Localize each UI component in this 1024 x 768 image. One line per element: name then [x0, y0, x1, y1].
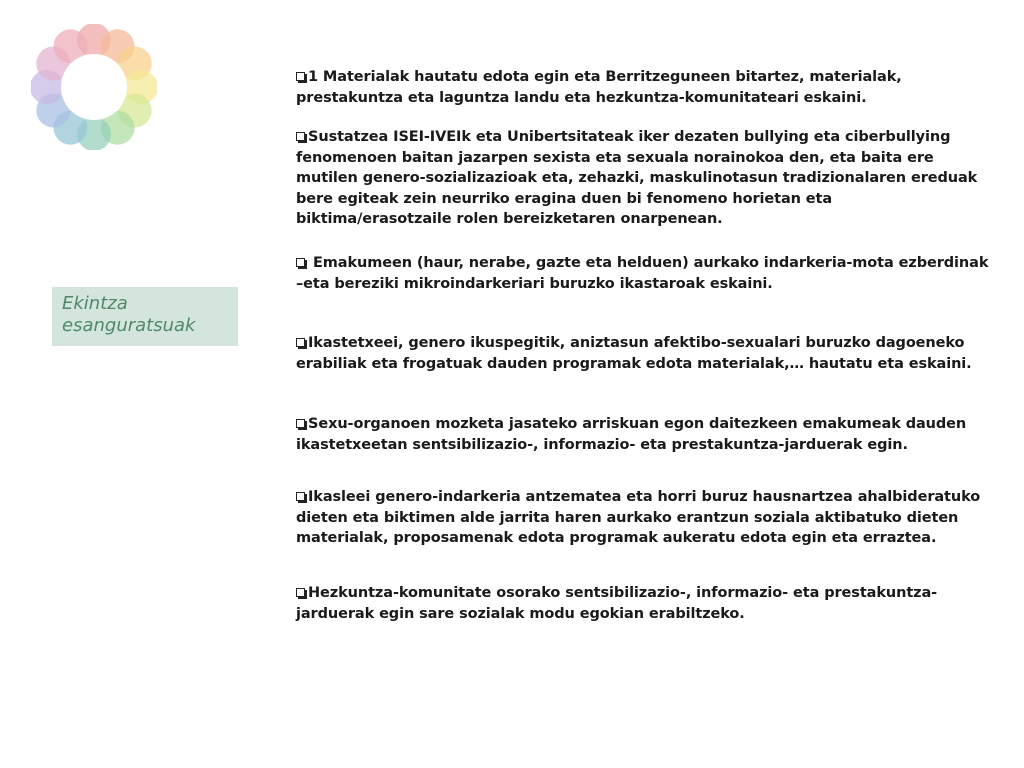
list-item — [296, 127, 991, 230]
checkbox-bullet-icon — [296, 588, 305, 597]
checkbox-bullet-icon — [296, 492, 305, 501]
list-item — [296, 253, 991, 294]
list-item-text: Ikasleei genero-indarkeria antzematea eta horri buruz hausnartzea ahalbideratuko dieten eta biktimen alde jarrita haren aurkako erantzun soziala aktibatuko dieten materialak, proposamenak edota programak aukeratu edota egin eta erraztea. — [296, 489, 981, 546]
list-item-text: Ikastetxeei, genero ikuspegitik, aniztasun afektibo-sexualari buruzko dagoeneko erabiliak eta frogatuak dauden programak edota materialak,… hautatu eta eskaini. — [296, 335, 972, 372]
list-item — [296, 487, 991, 549]
checkbox-bullet-icon — [296, 419, 305, 428]
checkbox-bullet-icon — [296, 72, 305, 81]
checkbox-bullet-icon — [296, 258, 305, 267]
list-item — [296, 583, 991, 624]
list-item-text: Sustatzea ISEI-IVEIk eta Unibertsitateak iker dezaten bullying eta ciberbullying fenomenoen baitan jazarpen sexista eta sexuala norainokoa den, eta baita ere mutilen genero-sozializazioak eta, zehazki, maskulinotasun tradizionalaren ereduak bere egiteak zein neurriko eragina duen bi fenomeno horietan eta biktima/erasotzaile rolen bereizketaren onarpenean. — [296, 129, 978, 227]
list-item-text: Hezkuntza-komunitate osorako sentsibilizazio-, informazio- eta prestakuntza-jarduerak egin sare sozialak modu egokian erabiltzeko. — [296, 585, 938, 622]
list-item-text: Emakumeen (haur, nerabe, gazte eta helduen) aurkako indarkeria-mota ezberdinak –eta bereziki mikroindarkeriari buruzko ikastaroak eskaini. — [296, 255, 989, 292]
list-item — [296, 414, 991, 455]
section-label — [52, 287, 238, 346]
section-label-text: Ekintza esanguratsuak — [62, 293, 196, 336]
logo-ring-icon — [31, 24, 157, 150]
list-item-text: 1 Materialak hautatu edota egin eta Berritzeguneen bitartez, materialak, prestakuntza eta laguntza landu eta hezkuntza-komunitateari eskaini. — [296, 69, 902, 106]
checkbox-bullet-icon — [296, 132, 305, 141]
checkbox-bullet-icon — [296, 338, 305, 347]
list-item — [296, 67, 991, 108]
list-item — [296, 333, 991, 374]
list-item-text: Sexu-organoen mozketa jasateko arriskuan egon daitezkeen emakumeak dauden ikastetxeetan sentsibilizazio-, informazio- eta prestakuntza-jarduerak egin. — [296, 416, 967, 453]
